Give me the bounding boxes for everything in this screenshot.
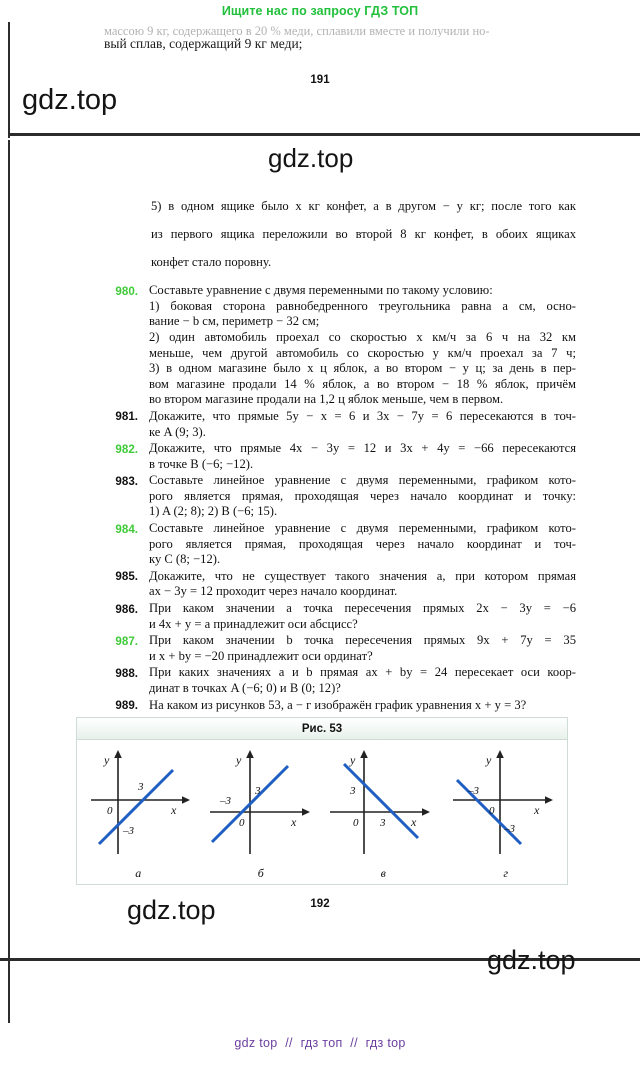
exercise-line: Докажите, что прямые 5y − x = 6 и 3x − 7y = 6 пересекаются в точ- bbox=[149, 408, 576, 423]
exercise-line: из первого ящика переложили во второй 8 кг конфет, в обоих ящиках bbox=[151, 226, 576, 241]
exercise-line: вом магазине продали 14 % яблок, а во втором − 18 % яблок, причём bbox=[149, 376, 576, 391]
figure-panel-c bbox=[322, 740, 445, 885]
graph-c bbox=[322, 742, 445, 862]
exercise-number: 984. bbox=[115, 522, 138, 536]
footer-separator-1: // bbox=[285, 1036, 293, 1050]
panel-caption: г bbox=[503, 866, 509, 880]
svg-text:y: y bbox=[485, 753, 491, 767]
exercise-number: 988. bbox=[115, 666, 138, 680]
exercise-984 bbox=[104, 521, 576, 568]
figure-53 bbox=[76, 717, 568, 885]
exercise-line: ку C (8; −12). bbox=[149, 552, 221, 567]
exercise-989 bbox=[104, 698, 576, 714]
exercise-line: Докажите, что не существует такого значения a, при котором прямая bbox=[149, 568, 576, 583]
svg-text:–3: –3 bbox=[503, 823, 515, 835]
exercise-983 bbox=[104, 473, 576, 520]
exercise-line: На каком из рисунков 53, a − г изображён график уравнения x + y = 3? bbox=[149, 697, 527, 712]
figure-panel-b bbox=[200, 740, 323, 885]
page-divider-top bbox=[8, 133, 640, 136]
exercise-line: рого является прямая, проходящая через начало координат и точку: bbox=[149, 488, 576, 503]
watermark-gdz-top-2: gdz.top bbox=[268, 143, 354, 173]
watermark-gdz-top-4: gdz.top bbox=[487, 945, 576, 975]
exercise-line: конфет стало поровну. bbox=[151, 254, 272, 269]
exercise-line: 1) A (2; 8); 2) B (−6; 15). bbox=[149, 504, 278, 519]
svg-text:3: 3 bbox=[350, 785, 356, 797]
exercise-continuation bbox=[104, 199, 576, 271]
exercise-number: 989. bbox=[115, 699, 138, 713]
exercise-line: При каком значении b точка пересечения прямых 9x + 7y = 35 bbox=[149, 633, 576, 648]
exercise-986 bbox=[104, 601, 576, 632]
exercise-line: и 4x + y = a принадлежит оси абсцисс? bbox=[149, 616, 358, 631]
svg-text:y: y bbox=[235, 753, 241, 767]
page-number-bottom: 192 bbox=[310, 898, 330, 910]
figure-panel-a bbox=[77, 740, 200, 885]
svg-text:x: x bbox=[290, 815, 296, 829]
figure-panels bbox=[77, 740, 567, 885]
top-text-line: вый сплав, содержащий 9 кг меди; bbox=[104, 36, 303, 51]
exercise-line: 3) в одном магазине было x ц яблок, а во втором − y ц; за день в пер- bbox=[149, 361, 576, 376]
svg-text:–3: –3 bbox=[123, 825, 134, 837]
exercise-line: 1) боковая сторона равнобедренного треугольника равна a см, осно- bbox=[149, 298, 576, 313]
figure-panel-d bbox=[445, 740, 568, 885]
exercise-line: ax − 3y = 12 проходит через начало координат. bbox=[149, 584, 398, 599]
exercise-line: 5) в одном ящике было x кг конфет, а в другом − y кг; после того как bbox=[151, 198, 576, 213]
exercise-line: рого является прямая, проходящая через начало координат и точ- bbox=[149, 536, 576, 551]
footer-link-2[interactable]: гдз топ bbox=[300, 1036, 343, 1050]
panel-caption: а bbox=[135, 866, 142, 880]
exercise-line: и x + by = −20 принадлежит оси ординат? bbox=[149, 648, 373, 663]
exercise-line: При каких значениях a и b прямая ax + by = 24 пересекает оси коор- bbox=[149, 665, 576, 680]
svg-text:x: x bbox=[411, 815, 417, 829]
svg-text:–3: –3 bbox=[219, 795, 231, 807]
exercise-number: 983. bbox=[115, 474, 138, 488]
svg-text:x: x bbox=[533, 803, 539, 817]
exercise-987 bbox=[104, 633, 576, 664]
exercise-988 bbox=[104, 665, 576, 696]
graph-b bbox=[200, 742, 323, 862]
exercise-line: Составьте линейное уравнение с двумя переменными, графиком кото- bbox=[149, 473, 576, 488]
exercise-line: меньше, чем другой автомобиль со скоростью y км/ч проехал за 7 ч; bbox=[149, 345, 576, 360]
exercise-line: ке A (9; 3). bbox=[149, 424, 206, 439]
exercise-line: вание − b см, периметр − 32 см; bbox=[149, 314, 320, 329]
footer-separator-2: // bbox=[350, 1036, 358, 1050]
svg-text:y: y bbox=[350, 753, 356, 767]
svg-text:0: 0 bbox=[488, 805, 494, 817]
footer-link-3[interactable]: гдз top bbox=[365, 1036, 406, 1050]
exercise-line: Составьте линейное уравнение с двумя переменными, графиком кото- bbox=[149, 521, 576, 536]
clipped-text-line: массою 9 кг, содержащего в 20 % меди, сплавили вместе и получили но- bbox=[104, 25, 490, 37]
svg-text:3: 3 bbox=[254, 785, 260, 797]
graph-d bbox=[445, 742, 568, 862]
exercise-985 bbox=[104, 569, 576, 600]
exercise-line: в точке B (−6; −12). bbox=[149, 456, 254, 471]
exercise-982 bbox=[104, 441, 576, 472]
exercise-number: 986. bbox=[115, 602, 138, 616]
exercise-list bbox=[104, 186, 576, 715]
exercise-line: во втором магазине продали на 1,2 ц яблок меньше, чем в первом. bbox=[149, 392, 504, 407]
exercise-line: 2) один автомобиль проехал со скоростью x км/ч за 6 ч на 32 км bbox=[149, 329, 576, 344]
exercise-981 bbox=[104, 409, 576, 440]
footer-link-1[interactable]: gdz top bbox=[234, 1036, 278, 1050]
page-number-top: 191 bbox=[310, 74, 330, 86]
svg-text:y: y bbox=[104, 753, 110, 767]
exercise-line: При каком значении a точка пересечения прямых 2x − 3y = −6 bbox=[149, 601, 576, 616]
exercise-number: 980. bbox=[115, 284, 138, 298]
svg-text:x: x bbox=[171, 803, 177, 817]
figure-title: Рис. 53 bbox=[77, 718, 567, 740]
exercise-number: 987. bbox=[115, 634, 138, 648]
svg-text:0: 0 bbox=[353, 817, 359, 829]
exercise-line: Составьте уравнение с двумя переменными по такому условию: bbox=[149, 283, 493, 298]
svg-text:3: 3 bbox=[380, 817, 386, 829]
promo-banner: Ищите нас по запросу ГДЗ ТОП bbox=[221, 4, 419, 18]
exercise-number: 985. bbox=[115, 570, 138, 584]
exercise-line: Докажите, что прямые 4x − 3y = 12 и 3x + 4y = −66 пересекаются bbox=[149, 441, 576, 456]
site-footer bbox=[0, 1036, 640, 1050]
svg-text:0: 0 bbox=[238, 817, 244, 829]
svg-text:3: 3 bbox=[138, 781, 144, 793]
exercise-number: 982. bbox=[115, 442, 138, 456]
graph-a bbox=[77, 742, 200, 862]
watermark-gdz-top-3: gdz.top bbox=[127, 895, 216, 925]
exercise-980 bbox=[104, 283, 576, 408]
exercise-line: динат в точках A (−6; 0) и B (0; 12)? bbox=[149, 681, 341, 695]
panel-caption: в bbox=[380, 866, 386, 880]
panel-caption: б bbox=[257, 866, 264, 880]
svg-text:0: 0 bbox=[107, 805, 113, 817]
svg-text:–3: –3 bbox=[467, 785, 479, 797]
watermark-gdz-top-1: gdz.top bbox=[22, 84, 118, 116]
exercise-number: 981. bbox=[115, 410, 138, 424]
